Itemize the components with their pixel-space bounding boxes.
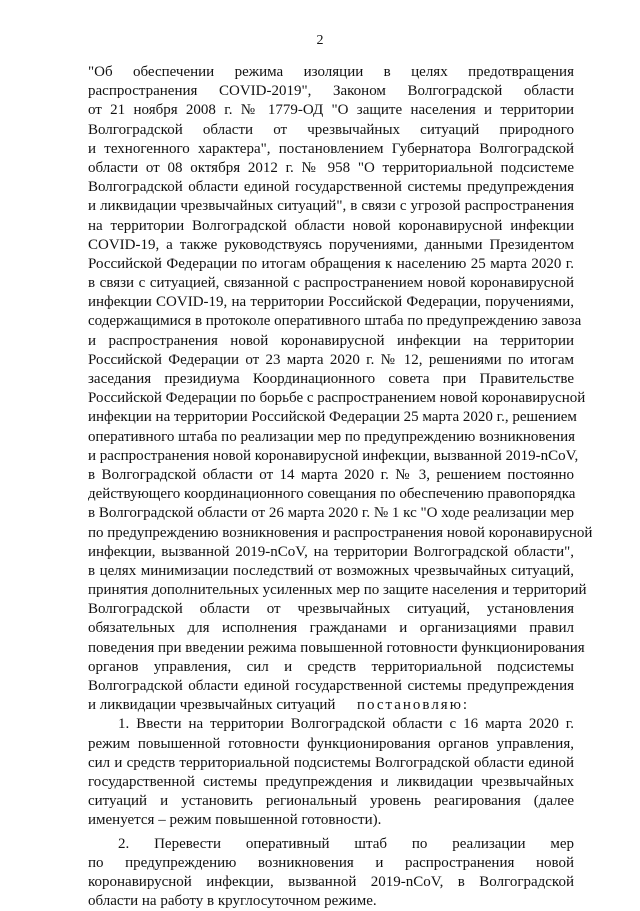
text-line: инфекции COVID-19, на территории Российской Федерации, поручениями, [88, 294, 574, 311]
text-line: в связи с ситуацией, связанной с распространением новой коронавирусной [88, 275, 574, 292]
text-line: Российской Федерации от 23 марта 2020 г. № 12, решениями по итогам [88, 351, 574, 368]
text-line: инфекции на территории Российской Федерации 25 марта 2020 г., решением [88, 409, 577, 426]
text-line: Российской Федерации по борьбе с распространением новой коронавирусной [88, 390, 586, 407]
decree-line [88, 696, 574, 715]
item-1-line: государственной системы предупреждения и ликвидации чрезвычайных [88, 773, 574, 790]
text-line: Волгоградской области единой государственной системы предупреждения [88, 678, 574, 694]
text-line: органов управления, сил и средств территориальной подсистемы [88, 658, 574, 675]
text-line: в Волгоградской области от 26 марта 2020 г. № 1 кс "О ходе реализации мер [88, 505, 574, 522]
text-line: инфекции, вызванной 2019-nCoV, на территории Волгоградской области", [88, 543, 574, 560]
decree-keyword: постановляю: [356, 697, 470, 714]
text-line: и техногенного характера", постановлением Губернатора Волгоградской [88, 140, 574, 157]
text-line: и распространения новой коронавирусной инфекции, вызванной 2019-nCoV, [88, 447, 579, 464]
text-line: содержащимися в протоколе оперативного штаба по предупреждению завоза [88, 313, 582, 330]
text-line: в Волгоградской области от 14 марта 2020 г. № 3, решением постоянно [88, 466, 574, 483]
text-line: области от 08 октября 2012 г. № 958 "О территориальной подсистеме [88, 159, 574, 176]
text-line: принятия дополнительных усиленных мер по защите населения и территорий [88, 582, 587, 599]
text-line: от 21 ноября 2008 г. № 1779-ОД "О защите населения и территории [88, 102, 574, 119]
item-2-line: области на работу в круглосуточном режиме. [88, 893, 377, 910]
text-line: действующего координационного совещания по обеспечению правопорядка [88, 486, 576, 503]
text-line: в целях минимизации последствий от возможных чрезвычайных ситуаций, [88, 562, 574, 579]
text-line: обязательных для исполнения гражданами и организациями правил [88, 620, 574, 637]
text-line: "Об обеспечении режима изоляции в целях предотвращения [88, 64, 574, 80]
item-1-line: 1. Ввести на территории Волгоградской области с 16 марта 2020 г. [118, 716, 574, 733]
item-1-line: сил и средств территориальной подсистемы Волгоградской области единой [88, 754, 574, 771]
text-line: Волгоградской области от чрезвычайных ситуаций природного [88, 121, 574, 138]
text-line: на территории Волгоградской области новой коронавирусной инфекции [88, 217, 574, 234]
item-2-line: по предупреждению возникновения и распространения новой [88, 854, 574, 871]
text-line: COVID-19, а также руководствуясь поручениями, данными Президентом [88, 236, 574, 253]
text-line: заседания президиума Координационного совета при Правительстве [88, 371, 574, 387]
item-1-line: именуется – режим повышенной готовности). [88, 812, 382, 829]
text-line: Волгоградской области от чрезвычайных ситуаций, установления [88, 601, 574, 618]
item-2-line: 2. Перевести оперативный штаб по реализации мер [118, 835, 574, 852]
text-line: по предупреждению возникновения и распространения новой коронавирусной [88, 524, 593, 541]
text-line: Российской Федерации по итогам обращения к населению 25 марта 2020 г. [88, 255, 574, 272]
text-line: Волгоградской области единой государственной системы предупреждения [88, 179, 574, 196]
text-line: распространения COVID-2019", Законом Волгоградской области [88, 83, 574, 100]
text-line: оперативного штаба по реализации мер по предупреждению возникновения [88, 428, 576, 445]
page-number: 2 [316, 33, 324, 48]
text-line: и распространения новой коронавирусной инфекции на территории [88, 332, 574, 349]
document-body [88, 63, 593, 911]
decree-line-text: и ликвидации чрезвычайных ситуаций [88, 697, 336, 714]
item-1-line: ситуаций и установить региональный уровень реагирования (далее [88, 793, 574, 810]
item-1-line: режим повышенной готовности функционирования органов управления, [88, 735, 574, 752]
item-2-line: коронавирусной инфекции, вызванной 2019-nCoV, в Волгоградской [88, 873, 574, 890]
text-line: и ликвидации чрезвычайных ситуаций", в связи с угрозой распространения [88, 198, 574, 215]
text-line: поведения при введении режима повышенной готовности функционирования [88, 639, 585, 656]
